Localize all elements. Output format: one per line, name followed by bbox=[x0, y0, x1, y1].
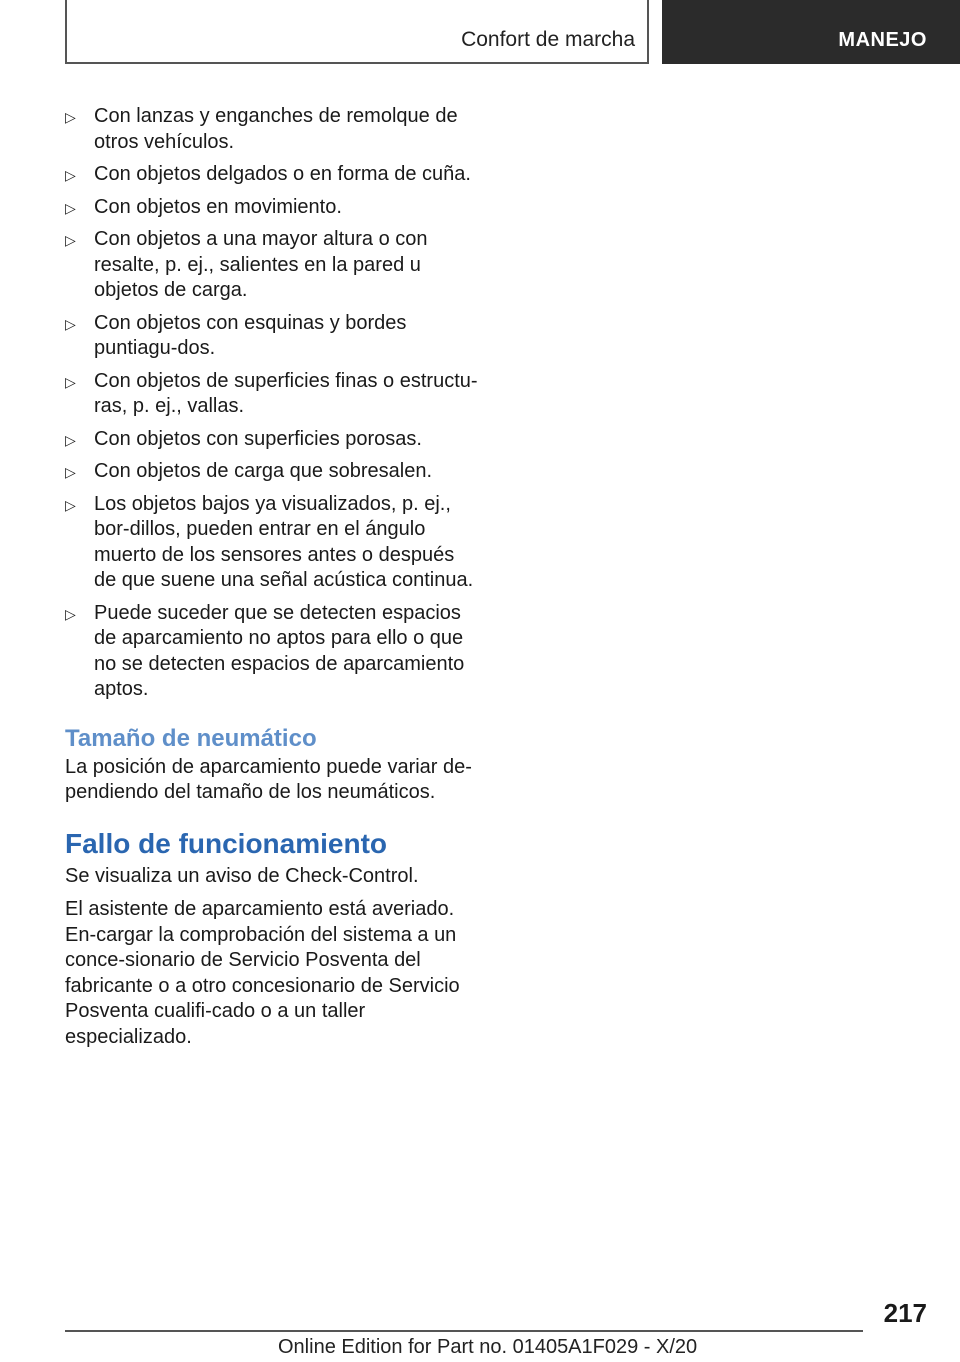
header-chapter-box bbox=[65, 0, 649, 64]
malfunction-paragraph-1: Se visualiza un aviso de Check-Control. bbox=[65, 864, 419, 887]
list-item: ▷ Con objetos delgados o en forma de cuña. bbox=[65, 162, 481, 188]
list-item: ▷ Con objetos en movimiento. bbox=[65, 195, 481, 221]
triangle-bullet-icon: ▷ bbox=[65, 496, 76, 513]
list-item: ▷ Con objetos de carga que sobresalen. bbox=[65, 459, 481, 485]
footer-edition: Online Edition for Part no. 01405A1F029 - X/20 bbox=[278, 1336, 698, 1358]
tire-size-text: La posición de aparcamiento puede variar de-pendiendo del tamaño de los neumáticos. bbox=[65, 755, 472, 803]
malfunction-heading: Fallo de funcionamiento bbox=[65, 827, 388, 859]
triangle-bullet-icon: ▷ bbox=[65, 431, 76, 448]
triangle-bullet-icon: ▷ bbox=[65, 315, 76, 332]
triangle-bullet-icon: ▷ bbox=[65, 232, 76, 248]
triangle-bullet-icon: ▷ bbox=[65, 167, 76, 183]
list-item: ▷ Con objetos a una mayor altura o con resalte, p. ej., salientes en la pared u objetos de carga. bbox=[65, 228, 428, 301]
triangle-bullet-icon: ▷ bbox=[65, 605, 76, 622]
limitations-list bbox=[65, 104, 481, 703]
footer-divider bbox=[65, 1330, 863, 1332]
list-item: ▷ Con lanzas y enganches de remolque de otros vehículos. bbox=[65, 105, 458, 153]
list-item: ▷ Con objetos con superficies porosas. bbox=[65, 427, 481, 453]
list-item: ▷ Los objetos bajos ya visualizados, p. ej., bor-dillos, pueden entrar en el ángulo muerto de los sensores antes o después de que suene una señal acústica continua. bbox=[65, 492, 474, 591]
triangle-bullet-icon: ▷ bbox=[65, 464, 76, 480]
chapter-title: Confort de marcha bbox=[461, 28, 635, 51]
malfunction-paragraph-2: El asistente de aparcamiento está averiado. En-cargar la comprobación del sistema a un conce-sionario de Servicio Posventa del fabricante o a otro concesionario de Servicio Posventa cualifi-cado o a un taller especializado. bbox=[65, 898, 460, 1048]
tire-size-heading: Tamaño de neumático bbox=[65, 724, 317, 752]
triangle-bullet-icon: ▷ bbox=[65, 199, 76, 216]
section-title: MANEJO bbox=[838, 29, 927, 51]
list-item: ▷ Con objetos con esquinas y bordes puntiagu-dos. bbox=[65, 311, 407, 359]
list-item: ▷ Con objetos de superficies finas o estructu-ras, p. ej., vallas. bbox=[65, 369, 478, 417]
page-number: 217 bbox=[883, 1298, 927, 1328]
list-item: ▷ Puede suceder que se detecten espacios de aparcamiento no aptos para ello o que no se detecten espacios de aparcamiento aptos. bbox=[65, 601, 465, 700]
triangle-bullet-icon: ▷ bbox=[65, 373, 76, 390]
header-section-box bbox=[662, 0, 960, 64]
page-content bbox=[65, 104, 481, 1058]
triangle-bullet-icon: ▷ bbox=[65, 109, 76, 125]
